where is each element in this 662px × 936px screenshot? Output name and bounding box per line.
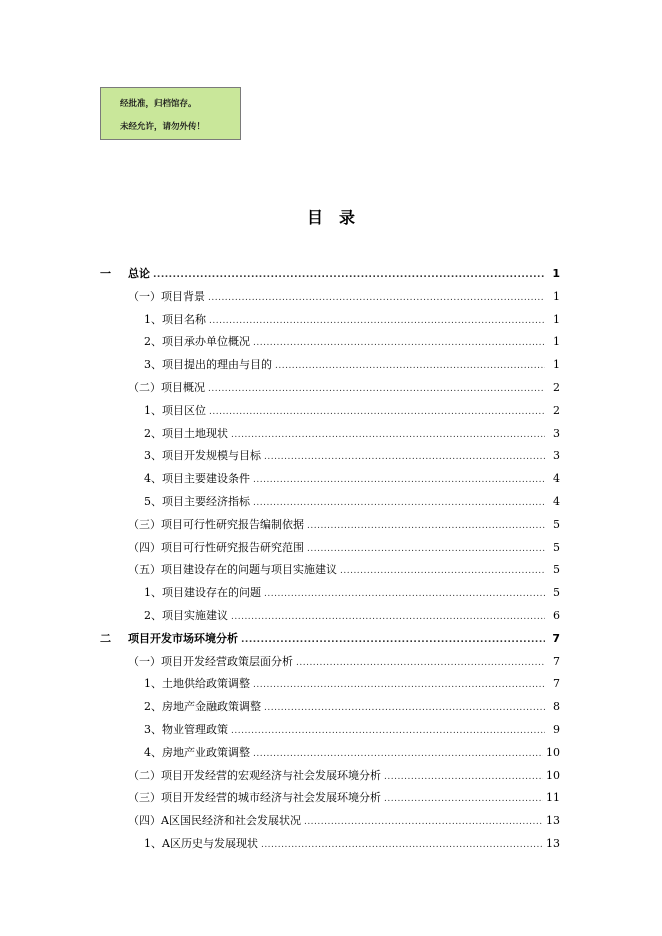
toc-entry-label: 2、项目实施建议 [144,609,228,622]
toc-entry-page: 5 [553,517,560,531]
toc-entry[interactable] [144,835,560,853]
toc-leader-dots [307,544,545,554]
toc-entry[interactable] [144,356,560,374]
toc-entry[interactable] [144,402,560,420]
toc-leader-dots [264,589,545,599]
toc-entry[interactable] [144,425,560,443]
toc-entry[interactable] [144,493,560,511]
toc-entry[interactable] [128,812,560,830]
toc-entry[interactable] [144,721,560,739]
toc-entry[interactable] [144,447,560,465]
toc-entry[interactable] [128,767,560,785]
toc-entry-page: 10 [546,768,560,782]
toc-leader-dots [253,338,545,348]
toc-entry-label: 2、项目土地现状 [144,426,228,440]
toc-entry-page: 3 [553,449,560,463]
toc-entry[interactable] [144,744,560,762]
toc-entry-page: 3 [553,426,560,440]
toc-entry-label: 2、房地产金融政策调整 [144,700,261,714]
toc-entry-page: 7 [552,631,560,645]
toc-leader-dots [208,384,545,394]
toc-entry-label: （四）项目可行性研究报告研究范围 [128,540,304,554]
toc-entry-page: 5 [553,540,560,554]
toc-leader-dots [307,521,545,531]
toc-entry-page: 10 [546,745,560,759]
toc-entry-label: （三）项目开发经营的城市经济与社会发展环境分析 [128,791,381,805]
toc-entry-page: 1 [553,358,560,372]
toc-entry-label: 3、物业管理政策 [144,723,228,736]
toc-entry-label: 1、项目区位 [144,403,206,417]
toc-entry-label: 4、房地产业政策调整 [144,745,250,759]
toc-entry-page: 1 [553,312,560,326]
toc-entry-label: 1、项目名称 [144,312,206,326]
stamp-line-1: 经批准，归档馆存。 [120,99,197,109]
toc-entry-page: 1 [553,289,560,303]
toc-entry-label: 1、项目建设存在的问题 [144,586,261,600]
toc-entry-label: （二）项目开发经营的宏观经济与社会发展环境分析 [128,768,381,782]
toc-entry-number: 二 [100,631,111,645]
toc-entry[interactable] [128,379,560,397]
toc-entry-page: 6 [553,609,560,622]
toc-leader-dots [384,794,543,804]
toc-leader-dots [253,749,543,759]
toc-entry[interactable] [128,539,560,557]
toc-entry-page: 2 [553,381,560,394]
toc-entry-label: （五）项目建设存在的问题与项目实施建议 [128,563,337,577]
toc-entry[interactable] [144,675,560,693]
toc-entry-label: 1、土地供给政策调整 [144,677,250,691]
toc-entry[interactable] [128,653,560,671]
toc-leader-dots [340,566,545,576]
toc-entry-label: （二）项目概况 [128,381,205,394]
approval-stamp [100,87,241,140]
toc-entry-label: 5、项目主要经济指标 [144,495,250,508]
toc-entry[interactable] [144,333,560,351]
toc-entry[interactable] [100,630,560,648]
toc-entry[interactable] [100,265,560,283]
toc-entry-page: 9 [553,723,560,736]
toc-leader-dots [231,612,545,622]
toc-leader-dots [296,658,545,668]
toc-entry[interactable] [144,470,560,488]
toc-entry-page: 8 [553,700,560,714]
toc-entry-label: 2、项目承办单位概况 [144,335,250,349]
toc-entry-page: 7 [553,654,560,668]
toc-leader-dots [253,475,545,485]
toc-entry[interactable] [128,516,560,534]
toc-entry-page: 5 [553,586,560,600]
toc-entry-page: 7 [553,677,560,691]
toc-entry-page: 4 [553,472,560,486]
toc-entry[interactable] [128,288,560,306]
toc-entry-page: 1 [552,267,560,280]
toc-entry-label: （一）项目开发经营政策层面分析 [128,654,293,668]
page-title: 目录 [306,208,371,227]
toc-entry-label: 3、项目开发规模与目标 [144,449,261,463]
toc-leader-dots [208,293,545,303]
toc-entry-page: 13 [546,837,560,850]
toc-entry[interactable] [144,698,560,716]
toc-entry-number: 一 [100,267,111,280]
toc-leader-dots [241,635,545,645]
toc-entry[interactable] [144,584,560,602]
toc-leader-dots [209,316,545,326]
toc-leader-dots [275,361,545,371]
toc-entry-page: 4 [553,495,560,508]
toc-leader-dots [231,726,545,736]
toc-entry-label: 项目开发市场环境分析 [128,631,238,645]
toc-entry-label: 4、项目主要建设条件 [144,472,250,486]
toc-entry-label: （一）项目背景 [128,289,205,303]
toc-entry[interactable] [128,561,560,579]
toc-entry[interactable] [128,789,560,807]
toc-entry[interactable] [144,311,560,329]
toc-entry-page: 2 [553,403,560,417]
toc-leader-dots [209,407,545,417]
toc-leader-dots [253,680,545,690]
toc-leader-dots [264,452,545,462]
toc-entry[interactable] [144,607,560,625]
toc-leader-dots [384,772,543,782]
toc-entry-label: 1、A区历史与发展现状 [144,837,258,850]
toc-entry-label: （四）A区国民经济和社会发展状况 [128,814,301,828]
stamp-line-2: 未经允许，请勿外传！ [120,122,206,132]
toc-leader-dots [304,817,543,827]
toc-leader-dots [231,430,545,440]
toc-leader-dots [153,270,545,280]
toc-entry-label: （三）项目可行性研究报告编制依据 [128,517,304,531]
toc-entry-page: 11 [546,791,560,805]
toc-entry-page: 5 [553,563,560,577]
toc-leader-dots [261,840,543,850]
toc-entry-page: 13 [546,814,560,828]
toc-entry-label: 总论 [128,267,150,280]
toc-leader-dots [264,703,545,713]
toc-entry-label: 3、项目提出的理由与目的 [144,358,272,372]
toc-leader-dots [253,498,545,508]
toc-entry-page: 1 [553,335,560,349]
